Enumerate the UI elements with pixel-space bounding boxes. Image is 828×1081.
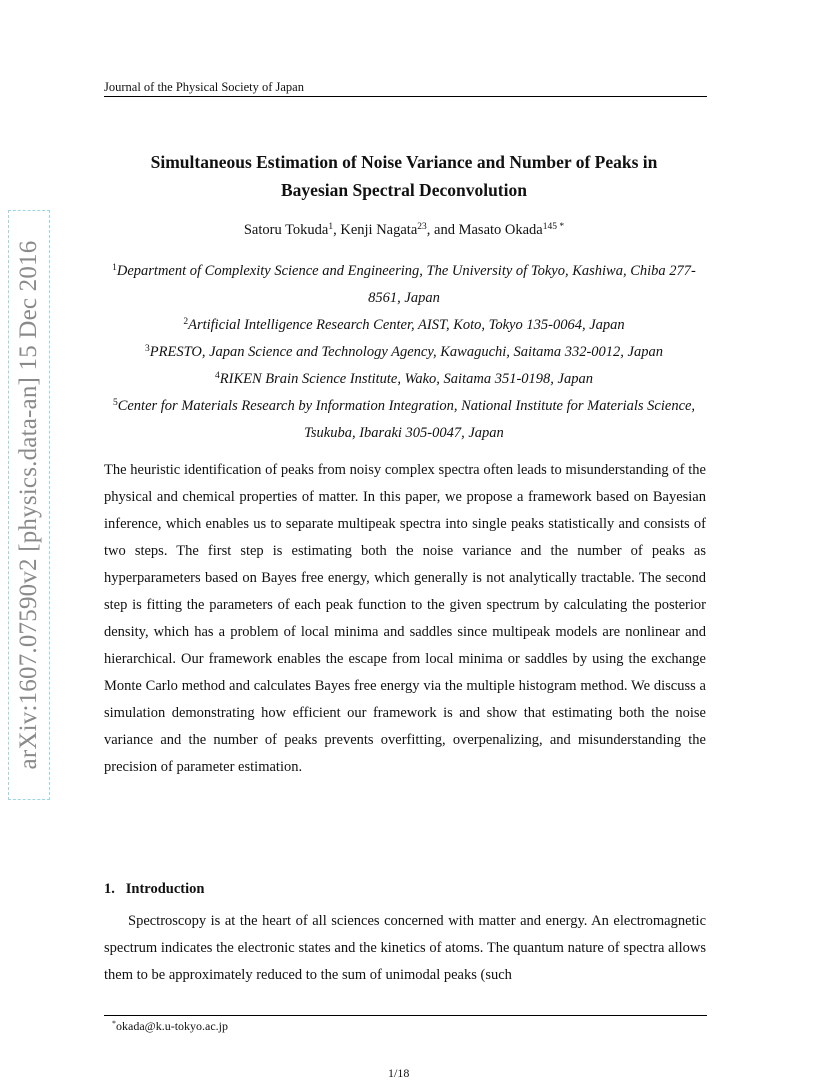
journal-header: Journal of the Physical Society of Japan [104,80,304,94]
paper-title [104,148,704,204]
author-separator: , [333,222,341,238]
affiliation [104,393,704,447]
affiliation [104,312,704,339]
author-name: Satoru Tokuda [243,222,329,238]
author-separator: , and [426,222,459,238]
affiliation-mark: 5 [112,398,118,408]
affiliation [104,366,704,393]
footnote [112,1019,228,1034]
arxiv-identifier: arXiv:1607.07590v2 [physics.data-an] 15 Dec 2016 [15,240,42,770]
affiliation-text: PRESTO, Japan Science and Technology Agency, Kawaguchi, Saitama 332-0012, Japan [149,344,663,360]
section-number: 1. [104,881,115,897]
author-mark: 1 [328,222,334,232]
section-title: Introduction [125,881,205,897]
affiliation-text: Artificial Intelligence Research Center, AIST, Koto, Tokyo 135-0064, Japan [188,317,625,333]
title-line-1: Simultaneous Estimation of Noise Variance and Number of Peaks in [150,152,658,172]
footnote-rule [104,1015,707,1016]
title-line-2: Bayesian Spectral Deconvolution [281,180,527,200]
author-name: Masato Okada [458,222,543,238]
affiliation-mark: 1 [112,263,117,273]
abstract: The heuristic identification of peaks from noisy complex spectra often leads to misunderstanding of the physical and chemical properties of matter. In this paper, we propose a framework based on Bayesian inference, which enables us to separate multipeak spectra into single peaks statistically and consists of two steps. The first step is estimating both the noise variance and the number of peaks as hyperparameters based on Bayes free energy, which generally is not analytically tractable. The second step is fitting the parameters of each peak function to the given spectrum by calculating the posterior density, which has a problem of local minima and saddles since multipeak models are nonlinear and hierarchical. Our framework enables the escape from local minima or saddles by using the exchange Monte Carlo method and calculates Bayes free energy via the multiple histogram method. We discuss a simulation demonstrating how efficient our framework is and show that estimating both the noise variance and the number of peaks prevents overfitting, overpenalizing, and misunderstanding the precision of parameter estimation. [104,462,706,775]
affiliation-mark: 3 [145,344,150,354]
author-mark: 145 * [542,222,565,232]
arxiv-stamp[interactable] [8,210,50,800]
affiliation-text: Department of Complexity Science and Engineering, The University of Tokyo, Kashiwa, Chiba 277-8561, Japan [116,263,696,306]
affiliation-text: RIKEN Brain Science Institute, Wako, Saitama 351-0198, Japan [219,371,593,387]
affiliation-list [104,258,704,447]
author-name: Kenji Nagata [340,222,418,238]
author-mark: 23 [417,222,427,232]
header-rule [104,96,707,97]
affiliation [104,339,704,366]
affiliation [104,258,704,312]
footnote-mark: * [112,1019,116,1028]
introduction-paragraph: Spectroscopy is at the heart of all sciences concerned with matter and energy. An electromagnetic spectrum indicates the electronic states and the kinetics of atoms. The quantum nature of spectra allows them to be approximately reduced to the sum of unimodal peaks (such [104,913,706,983]
author-list [104,219,704,241]
affiliation-mark: 2 [183,317,189,327]
affiliation-text: Center for Materials Research by Information Integration, National Institute for Materials Science, Tsukuba, Ibaraki 305-0047, Japan [117,398,696,441]
page-number: 1/18 [388,1066,410,1080]
footnote-email[interactable]: okada@k.u-tokyo.ac.jp [116,1019,229,1033]
affiliation-mark: 4 [215,371,220,381]
section-heading [104,881,204,898]
